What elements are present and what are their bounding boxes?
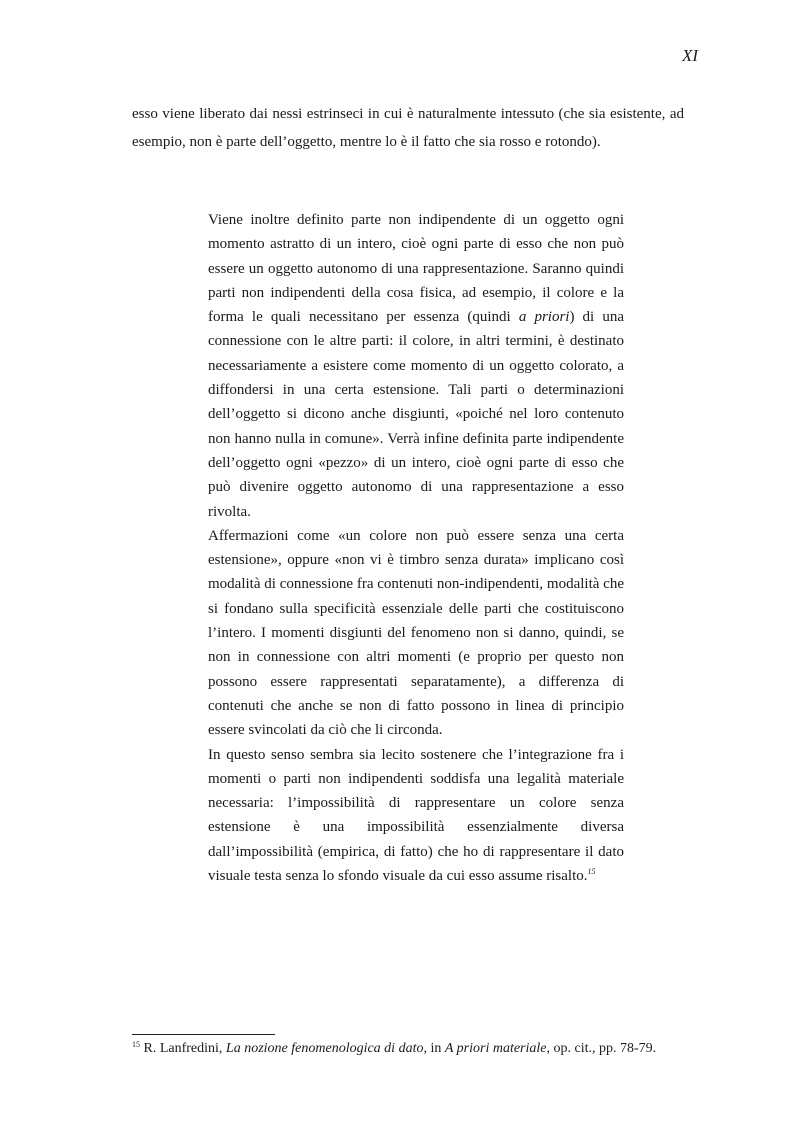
footnote xyxy=(132,1039,702,1059)
quote-paragraph-1 xyxy=(208,208,624,524)
footnote-number: 15 xyxy=(132,1040,140,1049)
quote-paragraph-3 xyxy=(208,743,624,889)
quote-italic-term: a priori xyxy=(518,309,570,326)
quote-text: In questo senso sembra sia lecito sostenere che l’integrazione fra i momenti o parti non indipendenti soddisfa una legalità materiale necessaria: l’impossibilità di rappresentare un colore senza estensione è una impossibilità essenzialmente diversa dall’impossibilità (empirica, di fatto) che ho di rappresentare il dato visuale testa senza lo sfondo visuale da cui esso assume risalto. xyxy=(208,746,624,885)
footnote-text: , op. cit., pp. 78-79. xyxy=(546,1041,657,1056)
page-number: XI xyxy=(681,46,698,65)
footnote-reference[interactable]: 15 xyxy=(587,867,596,877)
footnote-title: La nozione fenomenologica di dato xyxy=(225,1041,424,1056)
footnote-divider xyxy=(132,1034,275,1035)
footnote-author: R. Lanfredini, xyxy=(140,1041,226,1056)
footnote-book: A priori materiale xyxy=(444,1041,547,1056)
block-quote xyxy=(208,208,624,888)
quote-text: ) di una connessione con le altre parti: il colore, in altri termini, è destinato necessariamente a esistere come momento di un oggetto colorato, a diffondersi in una certa estensione. Tali parti o determinazioni dell’oggetto si dicono anche disgiunti, «poiché nel loro contenuto non hanno nulla in comune». Verrà infine definita parte indipendente dell’oggetto ogni «pezzo» di un intero, cioè ogni parte di esso che può divenire oggetto autonomo di una rappresentazione a esso rivolta. xyxy=(208,309,624,520)
footnote-text: , in xyxy=(423,1041,445,1056)
quote-paragraph-2: Affermazioni come «un colore non può essere senza una certa estensione», oppure «non vi è timbro senza durata» implicano così modalità di connessione fra contenuti non-indipendenti, modalità che si fondano sulla specificità essenziale delle parti che costituiscono l’intero. I momenti disgiunti del fenomeno non si danno, quindi, se non in connessione con altri momenti (e proprio per questo non possono essere rappresentati separatamente), a differenza di contenuti che anche se non di fatto possono in linea di principio essere svincolati da ciò che li circonda. xyxy=(208,527,624,739)
body-paragraph: esso viene liberato dai nessi estrinseci in cui è naturalmente intessuto (che sia esistente, ad esempio, non è parte dell’oggetto, mentre lo è il fatto che sia rosso e rotondo). xyxy=(132,106,684,150)
quote-text: Viene inoltre definito parte non indipendente di un oggetto ogni momento astratto di un intero, cioè ogni parte di esso che non può essere un oggetto autonomo di una rappresentazione. Saranno quindi parti non indipendenti della cosa fisica, ad esempio, il colore e la forma le quali necessitano per essenza (quindi xyxy=(208,212,624,326)
